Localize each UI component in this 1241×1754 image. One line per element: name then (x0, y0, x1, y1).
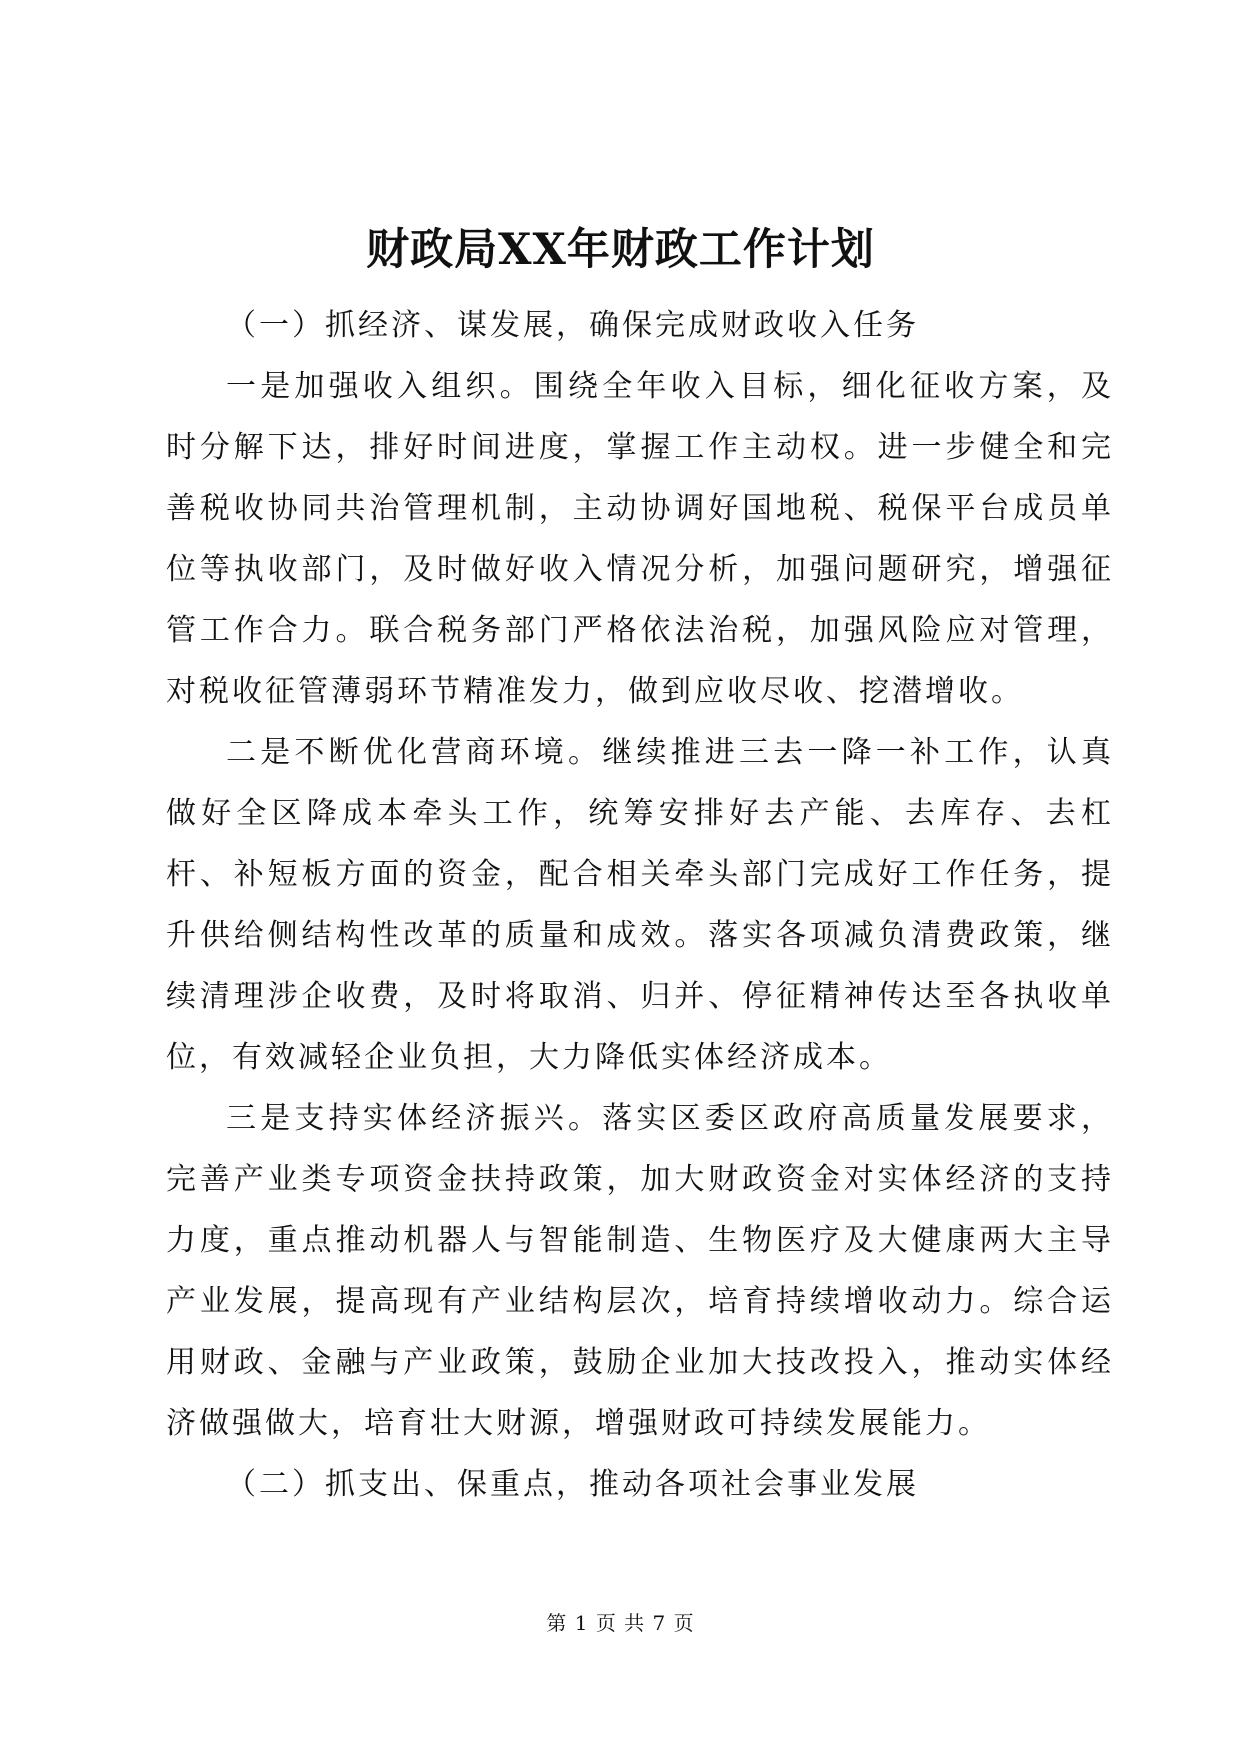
paragraph-3: 三是支持实体经济振兴。落实区委区政府高质量发展要求，完善产业类专项资金扶持政策，加大财政资金对实体经济的支持力度，重点推动机器人与智能制造、生物医疗及大健康两大主导产业发展，提高现有产业结构层次，培育持续增收动力。综合运用财政、金融与产业政策，鼓励企业加大技改投入，推动实体经济做强做大，培育壮大财源，增强财政可持续发展能力。 (166, 1101, 1114, 1441)
section-heading-2: （二）抓支出、保重点，推动各项社会事业发展 (226, 1467, 919, 1502)
document-body (166, 295, 1114, 1515)
paragraph-2: 二是不断优化营商环境。继续推进三去一降一补工作，认真做好全区降成本牵头工作，统筹安排好去产能、去库存、去杠杆、补短板方面的资金，配合相关牵头部门完成好工作任务，提升供给侧结构性改革的质量和成效。落实各项减负清费政策，继续清理涉企收费，及时将取消、归并、停征精神传达至各执收单位，有效减轻企业负担，大力降低实体经济成本。 (166, 735, 1114, 1075)
section-heading-1: （一）抓经济、谋发展，确保完成财政收入任务 (226, 308, 919, 343)
document-title: 财政局XX年财政工作计划 (366, 225, 875, 275)
paragraph-1: 一是加强收入组织。围绕全年收入目标，细化征收方案，及时分解下达，排好时间进度，掌握工作主动权。进一步健全和完善税收协同共治管理机制，主动协调好国地税、税保平台成员单位等执收部门，及时做好收入情况分析，加强问题研究，增强征管工作合力。联合税务部门严格依法治税，加强风险应对管理，对税收征管薄弱环节精准发力，做到应收尽收、挖潜增收。 (166, 369, 1114, 709)
page-footer: 第 1 页 共 7 页 (546, 1611, 695, 1635)
